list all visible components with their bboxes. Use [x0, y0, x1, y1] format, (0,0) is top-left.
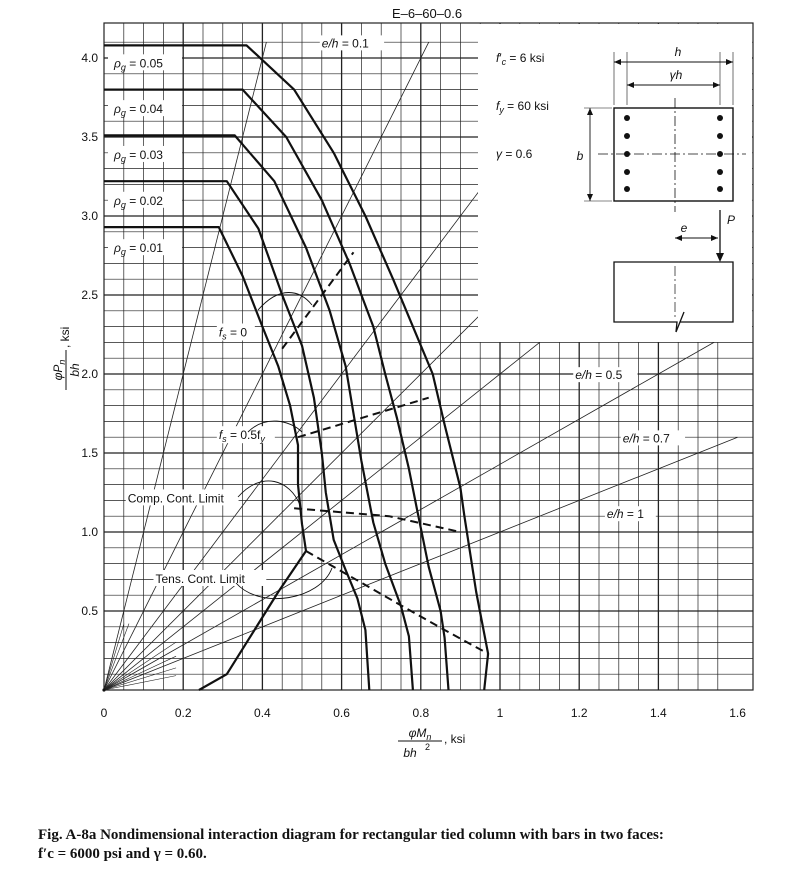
rebar-dot [624, 169, 630, 175]
ecc-label: e/h = 0.5 [575, 368, 623, 383]
rebar-dot [624, 186, 630, 192]
y-axis-label [51, 327, 82, 390]
x-tick-label: 0.8 [412, 706, 430, 720]
y-tick-label: 1.0 [81, 525, 98, 539]
x-axis-label-exp: 2 [425, 742, 431, 752]
x-tick-label: 0.4 [254, 706, 271, 720]
rebar-dot [624, 115, 630, 121]
y-tick-label: 3.5 [81, 130, 98, 144]
rebar-dot [624, 151, 630, 157]
legend-rho-0.04: $\rho_g = 0.04$ [114, 102, 163, 119]
dim-gamma-h-label: γh [669, 68, 683, 82]
load-label: P [727, 213, 736, 227]
caption-subtitle: f′c = 6000 psi and γ = 0.60. [38, 846, 207, 862]
figure-caption [38, 826, 778, 864]
annotation-fs: $f_s = 0.5f_y$ [218, 428, 265, 445]
y-tick-label: 2.0 [81, 367, 98, 381]
rebar-dot [717, 115, 723, 121]
y-tick-label: 1.5 [81, 446, 98, 460]
section-inset [478, 24, 752, 342]
property-label: γ = 0.6 [496, 147, 533, 161]
annotation-fs: $f_s = 0$ [218, 325, 248, 342]
rebar-dot [717, 169, 723, 175]
y-tick-label: 4.0 [81, 51, 98, 65]
dim-e-label: e [680, 221, 688, 235]
rebar-dot [717, 186, 723, 192]
y-tick-label: 3.0 [81, 209, 98, 223]
x-axis-label-unit: , ksi [444, 732, 466, 746]
legend-rho-0.01: $\rho_g = 0.01$ [114, 241, 163, 258]
y-axis-label-num: $\varphi P_n$ [51, 359, 67, 381]
x-axis-label-num: $\varphi M_n$ [408, 726, 432, 742]
rebar-dot [624, 133, 630, 139]
legend-rho-0.03: $\rho_g = 0.03$ [114, 147, 163, 164]
dim-b-label: b [576, 149, 584, 163]
y-axis-label-unit: , ksi [58, 326, 72, 348]
ecc-label: e/h = 0.1 [321, 36, 369, 51]
x-tick-label: 0 [100, 706, 108, 720]
x-tick-label: 1.6 [729, 706, 746, 720]
legend-rho-0.05: $\rho_g = 0.05$ [114, 56, 163, 73]
x-tick-label: 0.2 [174, 706, 192, 720]
ecc-label: e/h = 0.7 [622, 431, 670, 446]
x-tick-label: 1 [496, 706, 504, 720]
y-tick-label: 2.5 [81, 288, 98, 302]
chart-title: E–6–60–0.6 [391, 6, 463, 21]
caption-title: Fig. A-8a Nondimensional interaction diagram for rectangular tied column with bars in two faces: [38, 827, 664, 843]
annotation-limit: Comp. Cont. Limit [127, 491, 224, 506]
rebar-dot [717, 133, 723, 139]
ecc-label: e/h = 1 [606, 507, 644, 522]
x-tick-label: 1.4 [650, 706, 667, 720]
y-tick-label: 0.5 [81, 604, 98, 618]
dim-h-label: h [674, 45, 682, 59]
property-label: $f'_c = 6$ ksi [496, 51, 545, 67]
y-axis-label-den: bh [68, 363, 82, 377]
x-tick-label: 1.2 [570, 706, 588, 720]
origin-point [102, 688, 105, 691]
rebar-dot [717, 151, 723, 157]
annotation-limit: Tens. Cont. Limit [155, 571, 245, 586]
x-tick-label: 0.6 [333, 706, 350, 720]
legend-rho-0.02: $\rho_g = 0.02$ [114, 193, 163, 210]
x-axis-label-den: bh [403, 746, 417, 760]
property-label: $f_y = 60$ ksi [496, 99, 549, 115]
